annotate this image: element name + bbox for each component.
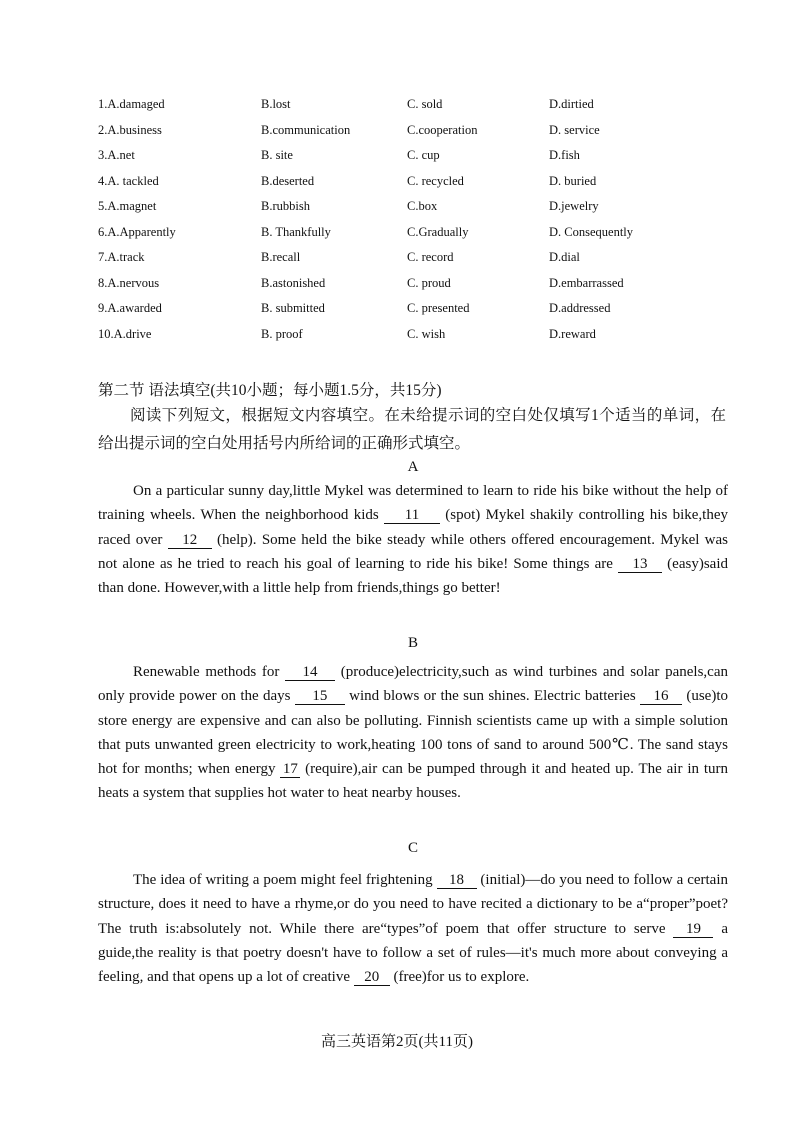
option-7-a: 7.A.track <box>98 250 145 264</box>
option-5-a: 5.A.magnet <box>98 199 157 213</box>
option-row <box>98 301 698 327</box>
passage-b-heading: B <box>407 635 418 651</box>
option-5-b: B.rubbish <box>261 199 310 213</box>
option-4-d: D. buried <box>549 173 597 188</box>
option-row <box>98 225 698 251</box>
option-1-b: B.lost <box>261 97 291 111</box>
passage-b-text-3: wind blows or the sun shines. Electric batteries <box>344 688 641 705</box>
passage-a-text-2: (spot) Mykel shakily controlling his bike,they raced over <box>98 507 728 548</box>
option-10-d: D.reward <box>549 326 596 341</box>
option-10-a: 10.A.drive <box>98 326 152 341</box>
blank-20[interactable]: 20 <box>354 969 390 986</box>
option-4-c: C. recycled <box>407 173 464 188</box>
option-8-d: D.embarrassed <box>549 275 624 290</box>
passage-c <box>98 868 728 989</box>
blank-16[interactable]: 16 <box>640 688 682 705</box>
passage-c-text-4: (free)for us to explore. <box>389 969 530 986</box>
option-6-c: C.Gradually <box>407 224 469 239</box>
option-6-d: D. Consequently <box>549 224 634 239</box>
option-4-b: B.deserted <box>261 173 315 188</box>
option-3-c: C. cup <box>407 148 440 162</box>
option-row <box>98 199 698 225</box>
section-instructions: 阅读下列短文，根据短文内容填空。在未给提示词的空白处仅填写1个适当的单词，在给出提示词的空白处用括号内所给词的正确形式填空。 <box>98 407 726 452</box>
option-8-b: B.astonished <box>261 275 326 290</box>
option-10-c: C. wish <box>407 326 446 341</box>
blank-12[interactable]: 12 <box>168 532 212 549</box>
section-title: 第二节 语法填空(共10小题；每小题1.5分，共15分) <box>98 382 442 399</box>
option-10-b: B. proof <box>261 326 303 341</box>
option-8-c: C. proud <box>407 275 451 290</box>
passage-a-heading: A <box>407 459 419 475</box>
option-3-b: B. site <box>261 148 293 162</box>
option-1-a: 1.A.damaged <box>98 97 165 111</box>
blank-19[interactable]: 19 <box>673 921 713 938</box>
option-row <box>98 174 698 200</box>
option-7-b: B.recall <box>261 250 301 264</box>
blank-18[interactable]: 18 <box>437 872 477 889</box>
option-row <box>98 123 698 149</box>
blank-11[interactable]: 11 <box>384 507 440 524</box>
option-6-a: 6.A.Apparently <box>98 224 176 239</box>
option-3-d: D.fish <box>549 148 580 162</box>
option-7-c: C. record <box>407 250 454 264</box>
blank-15[interactable]: 15 <box>295 688 345 705</box>
option-5-d: D.jewelry <box>549 199 599 213</box>
passage-c-text-3: a guide,the reality is that poetry doesn't have to follow a set of rules—it's much more about conveying a feeling, and that opens up a lot of creative <box>98 920 728 986</box>
passage-a <box>98 479 728 600</box>
option-8-a: 8.A.nervous <box>98 275 160 290</box>
option-5-c: C.box <box>407 199 438 213</box>
passage-b-text-5: (require),air can be pumped through it and heated up. The air in turn heats a system that supplies hot water to heat nearby houses. <box>98 761 729 802</box>
option-row <box>98 276 698 302</box>
blank-13[interactable]: 13 <box>618 556 662 573</box>
option-9-b: B. submitted <box>261 301 325 315</box>
passage-a-text-3: (help). Some held the bike steady while others offered encouragement. Mykel was not alone as he tried to reach his goal of learning to ride his bike! Some things are <box>98 531 729 572</box>
passage-b-text-2: (produce)electricity,such as wind turbines and solar panels,can only provide power on the days <box>98 664 728 705</box>
cloze-options-table <box>98 97 698 352</box>
option-2-c: C.cooperation <box>407 122 478 137</box>
passage-c-heading: C <box>407 840 418 856</box>
passage-b-text-1: Renewable methods for <box>133 664 286 680</box>
option-row <box>98 148 698 174</box>
option-row <box>98 97 698 123</box>
option-7-d: D.dial <box>549 250 580 264</box>
passage-a-text-4: (easy)said than done. However,with a little help from friends,things go better! <box>98 555 728 597</box>
option-row <box>98 327 698 353</box>
passage-b <box>98 660 728 806</box>
passage-c-text-1: The idea of writing a poem might feel frightening <box>133 872 437 888</box>
passage-b-text-4: (use)to store energy are expensive and can also be polluting. Finnish scientists came up with a simple solution that puts unwanted green electricity to work,heating 100 tons of sand to around 500℃. The sand stays hot for months; when energy <box>98 688 729 778</box>
option-2-d: D. service <box>549 122 600 137</box>
option-9-d: D.addressed <box>549 301 611 315</box>
blank-17[interactable]: 17 <box>280 761 300 778</box>
option-6-b: B. Thankfully <box>261 224 331 239</box>
passage-a-text-1: On a particular sunny day,little Mykel was determined to learn to ride his bike without the help of training wheels. When the neighborhood kids <box>98 483 728 524</box>
option-9-c: C. presented <box>407 301 470 315</box>
option-1-d: D.dirtied <box>549 97 594 111</box>
passage-c-text-2: (initial)—do you need to follow a certain structure, does it need to have a rhyme,or do you need to have recited a dictionary to be a“proper”poet? The truth is:absolutely not. While there are“types”of poem that offer structure to serve <box>98 872 729 937</box>
option-2-a: 2.A.business <box>98 122 162 137</box>
blank-14[interactable]: 14 <box>285 664 335 681</box>
page-footer: 高三英语第2页(共11页) <box>321 1034 473 1050</box>
option-2-b: B.communication <box>261 122 351 137</box>
option-9-a: 9.A.awarded <box>98 301 162 315</box>
option-3-a: 3.A.net <box>98 148 135 162</box>
option-4-a: 4.A. tackled <box>98 173 159 188</box>
option-1-c: C. sold <box>407 97 443 111</box>
option-row <box>98 250 698 276</box>
